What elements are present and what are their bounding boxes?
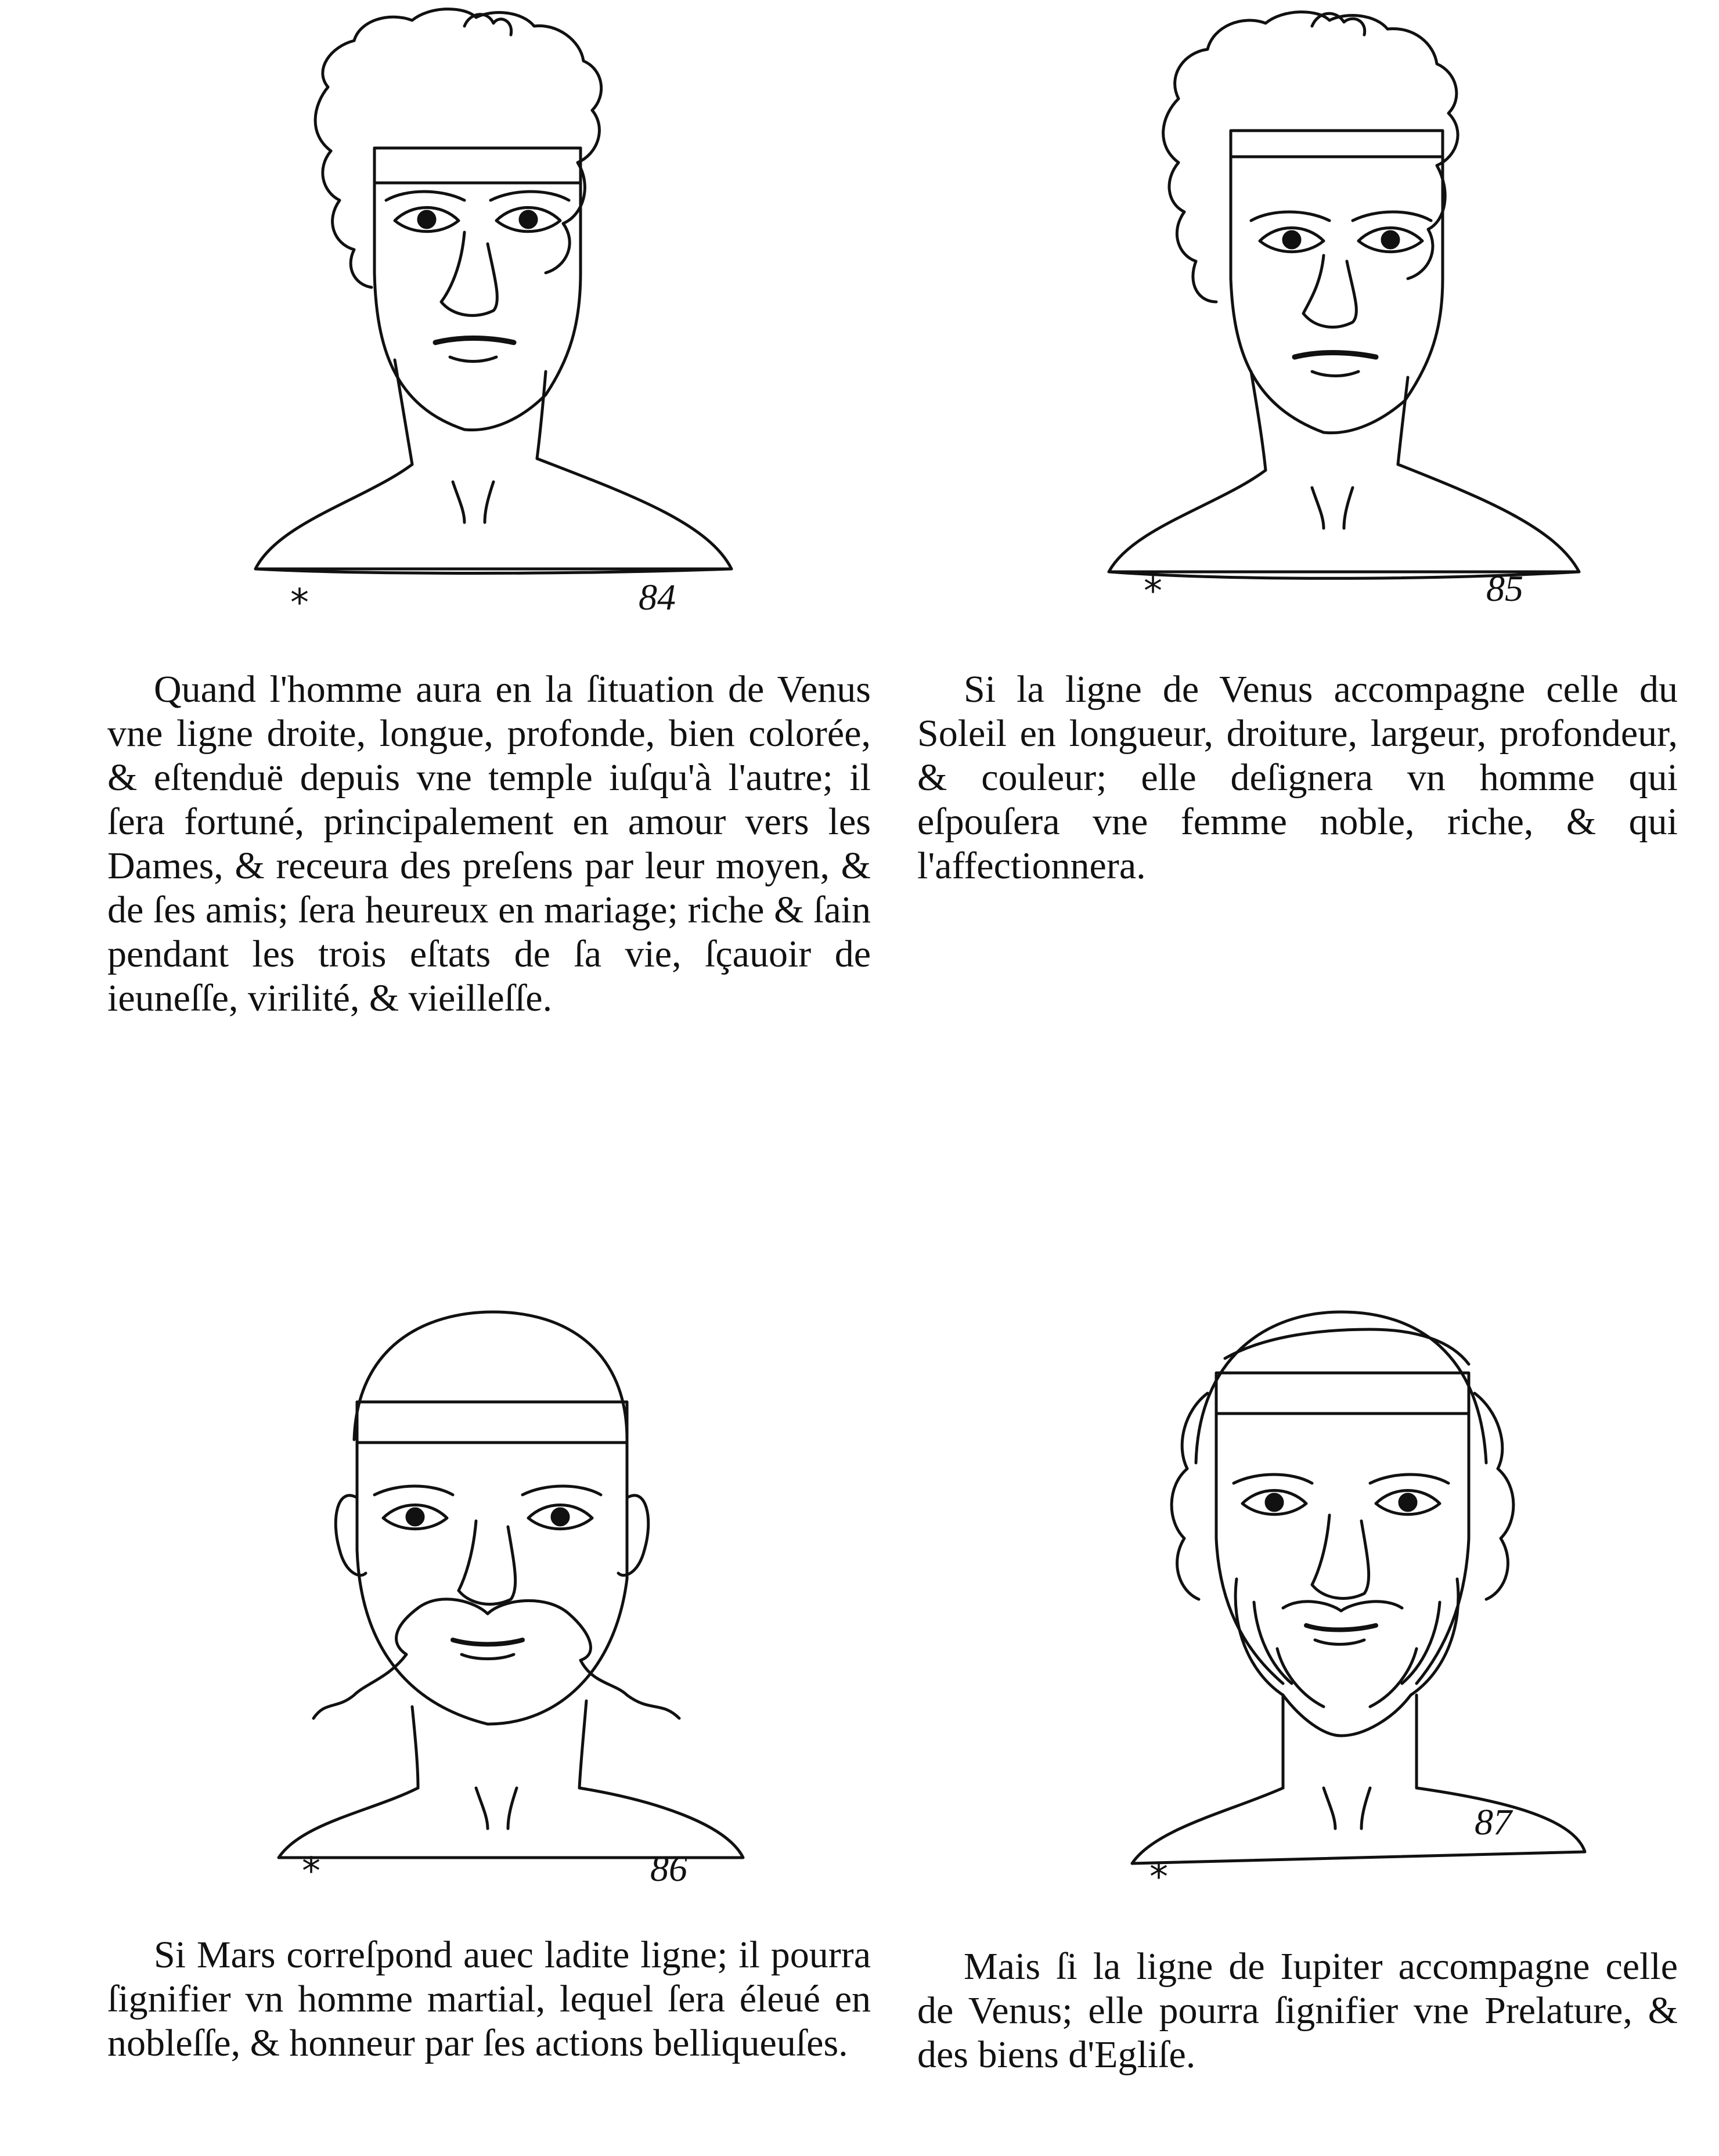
- caption-87: Mais ſi la ligne de Iupiter accompagne celle de Venus; elle pourra ſignifier vne Prelature, & des biens d'Egliſe.: [917, 1945, 1678, 2076]
- plate-87: [859, 1277, 1719, 2156]
- forehead-band-87: [1216, 1373, 1469, 1414]
- asterisk-mark-86: *: [302, 1850, 320, 1887]
- plate-85: [859, 0, 1719, 1103]
- figure-number-86: 86: [650, 1848, 687, 1887]
- face-illustration-84: [221, 0, 743, 627]
- asterisk-mark-87: *: [1149, 1856, 1168, 1892]
- caption-85: Si la ligne de Venus accompagne celle du Soleil en longueur, droiture, largeur, profondeur, & couleur; elle deſignera vn homme qui eſpouſera vne femme noble, riche, & qui l'affectionnera.: [917, 668, 1678, 887]
- plate-84: [0, 0, 871, 1103]
- shoulders-86: [279, 1788, 743, 1858]
- shoulders-84: [255, 459, 731, 569]
- caption-86: Si Mars correſpond auec ladite ligne; il pourra ſignifier vn homme martial, lequel ſera éleué en nobleſſe, & honneur par ſes actions belliqueuſes.: [107, 1934, 871, 2064]
- face-illustration-86: [244, 1277, 778, 1887]
- face-outline-85: [1231, 151, 1443, 433]
- hair-84: [315, 9, 601, 273]
- plate-86: [0, 1277, 871, 2156]
- mustache-86: [418, 1599, 679, 1718]
- asterisk-mark-84: *: [290, 582, 309, 625]
- bald-head-86: [354, 1312, 627, 1440]
- face-illustration-87: [1091, 1277, 1614, 1892]
- asterisk-mark-85: *: [1144, 570, 1162, 613]
- caption-84: Quand l'homme aura en la ſituation de Venus vne ligne droite, longue, profonde, bien colorée, & eſtenduë depuis vne temple iuſqu'à l'autre; il ſera fortuné, principalement en amour vers les Dames, & receura des preſens par leur moyen, & de ſes amis; ſera heureux en mariage; riche & ſain pendant les trois eſtats de ſa vie, ſçauoir de ieuneſſe, virilité, & vieilleſſe.: [107, 668, 871, 1019]
- face-outline-84: [374, 148, 581, 430]
- hair-85: [1163, 12, 1458, 279]
- shoulders-87: [1132, 1788, 1585, 1863]
- head-87: [1196, 1312, 1486, 1463]
- figure-number-84: 84: [639, 576, 676, 618]
- forehead-band-85: [1231, 131, 1443, 157]
- face-outline-86: [357, 1443, 627, 1724]
- forehead-band-86: [357, 1402, 627, 1443]
- figure-number-85: 85: [1486, 568, 1523, 609]
- forehead-band-84: [374, 148, 581, 183]
- figure-number-87: 87: [1475, 1801, 1512, 1843]
- face-illustration-85: [1080, 0, 1602, 627]
